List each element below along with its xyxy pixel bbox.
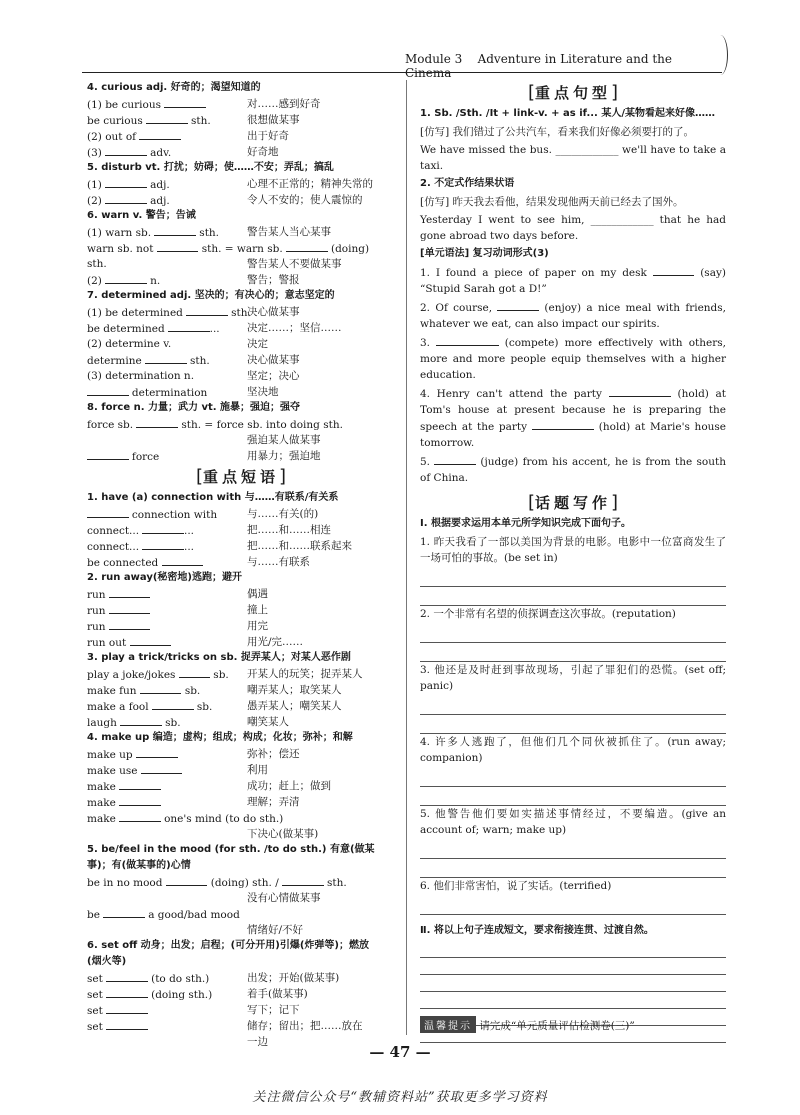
entry-text: make: [87, 797, 161, 809]
entry-text: force: [87, 451, 159, 463]
grammar-exercises: [420, 264, 726, 486]
answer-blank[interactable]: [106, 1002, 148, 1014]
answer-blank[interactable]: [141, 762, 183, 774]
answer-line[interactable]: [420, 958, 726, 975]
entry-text: warn sb. not sth. = warn sb. (doing): [87, 243, 369, 255]
answer-line[interactable]: [420, 992, 726, 1009]
header-rule: [82, 72, 722, 73]
entry-text: play a joke/jokes sb.: [87, 669, 229, 681]
entry-line: [87, 922, 395, 938]
entry-line: [87, 538, 395, 554]
part-2-instruction: Ⅱ. 将以上句子连成短文，要求衔接连贯、过渡自然。: [420, 925, 654, 936]
entry-text: set (doing sth.): [87, 989, 212, 1001]
grammar-item: 1. I found a piece of paper on my desk (say) “Stupid Sarah got a D!”: [420, 264, 726, 297]
module-title: Adventure in Literature and the Cinema: [405, 52, 672, 80]
entry-meaning: 对……感到好奇: [247, 98, 321, 110]
entry-meaning: 愚弄某人；嘲笑某人: [247, 700, 342, 712]
entry-text: run: [87, 621, 150, 633]
entry-text: be a good/bad mood: [87, 909, 240, 921]
answer-blank[interactable]: [142, 538, 184, 550]
entry-text: be connected: [87, 557, 203, 569]
answer-blank[interactable]: [87, 448, 129, 460]
entry-text: make use: [87, 765, 182, 777]
entry-line: [87, 746, 395, 762]
entry-line: [87, 586, 395, 602]
entry-meaning: 与……有关(的): [247, 508, 319, 520]
entry-line: [87, 874, 395, 890]
entry-text: 8. force n. 力量；武力 vt. 施暴；强迫；强夺: [87, 402, 301, 413]
entry-line: [87, 666, 395, 682]
entry-text: 7. determined adj. 坚决的；有决心的；意志坚定的: [87, 290, 335, 301]
writing-item: 2. 一个非常有名望的侦探调查这次事故。(reputation): [420, 608, 676, 620]
entry-text: (烟火等): [87, 956, 127, 967]
grammar-item: 5. (judge) from his accent, he is from the south of China.: [420, 453, 726, 486]
entry-text: 1. have (a) connection with 与……有联系/有关系: [87, 492, 339, 503]
entry-meaning: 嘲弄某人；取笑某人: [247, 684, 342, 696]
writing-exercises: [420, 534, 726, 915]
writing-item: 5. 他警告他们要如实描述事情经过，不要编造。(give an account of; warn; make up): [420, 808, 726, 836]
answer-blank[interactable]: [282, 874, 324, 886]
grammar-item: 3. (compete) more effectively with others, more and more people equip themselves with a higher education.: [420, 334, 726, 383]
answer-blank[interactable]: [119, 810, 161, 822]
entry-text: make one's mind (to do sth.): [87, 813, 283, 825]
tip-bar: [420, 1016, 726, 1034]
entry-text: (2) adj.: [87, 195, 170, 207]
answer-line[interactable]: [420, 568, 726, 587]
entry-text: 5. disturb vt. 打扰；妨碍；使……不安；弄乱；搞乱: [87, 162, 334, 173]
entry-line: [87, 890, 395, 906]
entry-heading: [87, 80, 395, 96]
entry-text: (1) be curious: [87, 99, 206, 111]
answer-blank[interactable]: [146, 112, 188, 124]
answer-blank[interactable]: [105, 144, 147, 156]
entry-heading: [87, 288, 395, 304]
entry-text: (1) warn sb. sth.: [87, 227, 219, 239]
answer-blank[interactable]: [136, 416, 178, 428]
right-column: [420, 80, 726, 1043]
answer-blank[interactable]: [186, 304, 228, 316]
entry-text: laugh sb.: [87, 717, 181, 729]
entry-text: determination: [87, 387, 207, 399]
entry-meaning: 利用: [247, 764, 268, 776]
writing-item: 1. 昨天我看了一部以美国为背景的电影。电影中一位富商发生了一场可怕的事故。(be set in): [420, 536, 726, 564]
entry-meaning: 成功；赶上；做到: [247, 780, 331, 792]
answer-line[interactable]: [420, 787, 726, 806]
entry-line: [87, 634, 395, 650]
answer-blank[interactable]: [609, 385, 671, 397]
entry-meaning: 情绪好/不好: [247, 924, 304, 936]
answer-blank[interactable]: [103, 906, 145, 918]
entry-meaning: 储存；留出；把……放在: [247, 1020, 363, 1032]
section-title-key-phrases: [重点短语]: [195, 466, 287, 487]
entry-line: [87, 384, 395, 400]
answer-line[interactable]: [420, 715, 726, 734]
entry-text: run: [87, 605, 150, 617]
entry-line: [87, 112, 395, 128]
entry-meaning: 警告某人当心某事: [247, 226, 331, 238]
entry-text: be curious sth.: [87, 115, 211, 127]
entry-meaning: 坚决地: [247, 386, 279, 398]
answer-blank[interactable]: [106, 1018, 148, 1030]
answer-blank[interactable]: [168, 320, 210, 332]
entry-meaning: 令人不安的；使人震惊的: [247, 194, 363, 206]
entry-meaning: 很想做某事: [247, 114, 300, 126]
entry-line: [87, 336, 395, 352]
writing-item: 3. 他还是及时赶到事故现场，引起了罪犯们的恐慌。(set off; panic): [420, 664, 726, 692]
entry-meaning: 警告；警报: [247, 274, 300, 286]
answer-line[interactable]: [420, 941, 726, 958]
imitate-1: [仿写] 我们错过了公共汽车，看来我们好像必须要打的了。: [420, 126, 695, 138]
grammar-item: 2. Of course, (enjoy) a nice meal with friends, whatever we eat, can also impact our spirits.: [420, 299, 726, 332]
entry-text: (2) n.: [87, 275, 160, 287]
answer-blank[interactable]: [164, 96, 206, 108]
module-label: Module 3: [405, 52, 463, 66]
entry-line: [87, 144, 395, 160]
imitate-2-english: Yesterday I went to see him, ____________ that he had gone abroad two days before.: [420, 214, 726, 242]
entry-meaning: 用光/完……: [247, 636, 304, 648]
answer-blank[interactable]: [653, 264, 695, 276]
entry-text: force sb. sth. = force sb. into doing sth.: [87, 419, 343, 431]
entry-meaning: 把……和……相连: [247, 524, 331, 536]
entry-text: 5. be/feel in the mood (for sth. /to do sth.) 有意(做某: [87, 844, 375, 855]
entry-line: [87, 192, 395, 208]
entry-text: run: [87, 589, 150, 601]
entry-text: set (to do sth.): [87, 973, 209, 985]
answer-blank[interactable]: [106, 986, 148, 998]
entry-line: [87, 682, 395, 698]
entry-text: connect... ...: [87, 525, 194, 537]
entry-line: [87, 794, 395, 810]
entry-text: be determined ...: [87, 323, 220, 335]
pattern-1-title: 1. Sb. /Sth. /It + link-v. + as if... 某人/某物看起来好像……: [420, 108, 715, 119]
entry-meaning: 决心做某事: [247, 306, 300, 318]
entry-heading: [87, 650, 395, 666]
entry-text: be in no mood (doing) sth. / sth.: [87, 877, 347, 889]
entry-line: [87, 352, 395, 368]
entry-heading: [87, 570, 395, 586]
entry-meaning: 用完: [247, 620, 268, 632]
entry-meaning: 决定: [247, 338, 268, 350]
part-1-instruction: Ⅰ. 根据要求运用本单元所学知识完成下面句子。: [420, 518, 632, 529]
entry-text: make up: [87, 749, 178, 761]
entry-line: [87, 448, 395, 464]
entry-text: make: [87, 781, 161, 793]
answer-blank[interactable]: [130, 634, 172, 646]
answer-blank[interactable]: [142, 522, 184, 534]
answer-blank[interactable]: [87, 384, 129, 396]
entry-line: [87, 96, 395, 112]
answer-blank[interactable]: [286, 240, 328, 252]
answer-blank[interactable]: [106, 970, 148, 982]
entry-line: [87, 522, 395, 538]
header-decoration: [713, 35, 728, 75]
answer-blank[interactable]: [436, 334, 498, 346]
entry-meaning: 决定……；坚信……: [247, 322, 342, 334]
answer-blank[interactable]: [166, 874, 208, 886]
entry-text: connect... ...: [87, 541, 194, 553]
answer-line[interactable]: [420, 859, 726, 878]
entry-meaning: 一边: [247, 1036, 268, 1048]
entry-text: 6. warn v. 警告；告诫: [87, 210, 196, 221]
entry-line: [87, 698, 395, 714]
answer-blank[interactable]: [105, 192, 147, 204]
entry-meaning: 嘲笑某人: [247, 716, 289, 728]
writing-item: 6. 他们非常害怕，说了实话。(terrified): [420, 880, 612, 892]
entry-heading: [87, 954, 395, 970]
page-number: — 47 —: [369, 1043, 431, 1061]
entry-text: (1) adj.: [87, 179, 170, 191]
answer-line[interactable]: [420, 896, 726, 915]
pattern-2-title: 2. 不定式作结果状语: [420, 178, 515, 189]
answer-blank[interactable]: [105, 176, 147, 188]
entry-line: [87, 272, 395, 288]
entry-text: set: [87, 1005, 148, 1017]
entry-line: [87, 986, 395, 1002]
entry-line: [87, 128, 395, 144]
entry-text: set: [87, 1021, 148, 1033]
entry-line: [87, 1018, 395, 1034]
entry-line: [87, 714, 395, 730]
entry-meaning: 用暴力；强迫地: [247, 450, 321, 462]
entry-meaning: 撞上: [247, 604, 268, 616]
entry-text: (2) determine v.: [87, 338, 172, 350]
footer-note: 关注微信公众号“教辅资料站”获取更多学习资料: [252, 1090, 548, 1105]
entry-meaning: 没有心情做某事: [247, 892, 321, 904]
entry-text: 4. make up 编造；虚构；组成；构成；化妆；弥补；和解: [87, 732, 353, 743]
tip-label: 温馨提示: [420, 1016, 476, 1033]
answer-blank[interactable]: [139, 128, 181, 140]
entry-line: [87, 320, 395, 336]
entry-meaning: 把……和……联系起来: [247, 540, 352, 552]
answer-line[interactable]: [420, 975, 726, 992]
entry-line: [87, 240, 395, 256]
entry-line: [87, 778, 395, 794]
section-title-topic-writing: [话题写作]: [527, 492, 619, 513]
column-divider: [406, 80, 407, 1035]
entry-line: [87, 762, 395, 778]
answer-blank[interactable]: [152, 698, 194, 710]
entry-text: determine sth.: [87, 355, 210, 367]
entry-text: (3) adv.: [87, 147, 171, 159]
answer-line[interactable]: [420, 768, 726, 787]
entry-meaning: 偶遇: [247, 588, 268, 600]
answer-blank[interactable]: [136, 746, 178, 758]
entry-heading: [87, 208, 395, 224]
entry-line: [87, 906, 395, 922]
entry-meaning: 出于好奇: [247, 130, 289, 142]
answer-blank[interactable]: [145, 352, 187, 364]
answer-line[interactable]: [420, 624, 726, 643]
entry-text: make fun sb.: [87, 685, 200, 697]
entry-line: [87, 368, 395, 384]
answer-blank[interactable]: [497, 299, 539, 311]
entry-heading: [87, 730, 395, 746]
writing-item: 4. 许多人逃跑了，但他们几个同伙被抓住了。(run away; companion): [420, 736, 726, 764]
page-header: [405, 52, 715, 80]
answer-blank[interactable]: [119, 794, 161, 806]
entry-text: (2) out of: [87, 131, 181, 143]
entry-meaning: 理解；弄清: [247, 796, 300, 808]
entry-line: [87, 970, 395, 986]
entry-text: run out: [87, 637, 171, 649]
entry-meaning: 写下；记下: [247, 1004, 300, 1016]
entry-meaning: 弥补；偿还: [247, 748, 300, 760]
entry-line: [87, 1002, 395, 1018]
answer-blank[interactable]: [87, 506, 129, 518]
entry-meaning: 与……有联系: [247, 556, 310, 568]
answer-blank[interactable]: [157, 240, 199, 252]
entry-text: 6. set off 动身；出发；启程；(可分开用)引爆(炸弹等)；燃放: [87, 940, 369, 951]
answer-blank[interactable]: [532, 418, 594, 430]
entry-heading: [87, 160, 395, 176]
answer-line[interactable]: [420, 587, 726, 606]
entry-meaning: 出发；开始(做某事): [247, 972, 340, 984]
entry-line: [87, 304, 395, 320]
entry-line: [87, 602, 395, 618]
entry-meaning: 强迫某人做某事: [247, 434, 321, 446]
entry-meaning: 决心做某事: [247, 354, 300, 366]
entry-text: 4. curious adj. 好奇的；渴望知道的: [87, 82, 261, 93]
entry-line: [87, 810, 395, 826]
entry-line: [87, 416, 395, 432]
entry-text: make a fool sb.: [87, 701, 212, 713]
answer-blank[interactable]: [154, 224, 196, 236]
entry-meaning: 警告某人不要做某事: [247, 258, 342, 270]
entry-heading: [87, 400, 395, 416]
entry-meaning: 开某人的玩笑；捉弄某人: [247, 668, 363, 680]
entry-line: [87, 256, 395, 272]
entry-line: [87, 176, 395, 192]
entry-meaning: 好奇地: [247, 146, 279, 158]
answer-line[interactable]: [420, 840, 726, 859]
grammar-title: [单元语法] 复习动词形式(3): [420, 248, 549, 259]
tip-text: 请完成“单元质量评估检测卷(三)”: [479, 1020, 635, 1032]
entry-line: [87, 506, 395, 522]
entry-text: 2. run away(秘密地)逃跑；避开: [87, 572, 242, 583]
left-column: [87, 80, 395, 1050]
answer-blank[interactable]: [105, 272, 147, 284]
answer-line[interactable]: [420, 643, 726, 662]
answer-blank[interactable]: [119, 778, 161, 790]
entry-text: (3) determination n.: [87, 370, 195, 382]
entry-text: (1) be determined sth.: [87, 307, 251, 319]
imitate-1-english: We have missed the bus. ____________ we'll have to take a taxi.: [420, 144, 726, 172]
section-title-key-patterns: [重点句型]: [527, 82, 619, 103]
entry-line: [87, 224, 395, 240]
answer-blank[interactable]: [179, 666, 210, 678]
answer-blank[interactable]: [120, 714, 162, 726]
entry-heading: [87, 842, 395, 858]
entry-line: [87, 618, 395, 634]
imitate-2: [仿写] 昨天我去看他，结果发现他两天前已经去了国外。: [420, 196, 684, 208]
entry-meaning: 坚定；决心: [247, 370, 300, 382]
entry-line: [87, 554, 395, 570]
answer-blank[interactable]: [162, 554, 204, 566]
answer-blank[interactable]: [109, 618, 151, 630]
answer-blank[interactable]: [434, 453, 476, 465]
answer-blank[interactable]: [109, 586, 151, 598]
grammar-item: 4. Henry can't attend the party (hold) at Tom's house at present because he is preparing the speech at the party (hold) at Marie's house tomorrow.: [420, 385, 726, 451]
entry-text: 3. play a trick/tricks on sb. 捉弄某人；对某人恶作剧: [87, 652, 351, 663]
entry-text: sth.: [87, 258, 107, 270]
entry-heading: [87, 490, 395, 506]
answer-blank[interactable]: [109, 602, 151, 614]
entry-meaning: 心理不正常的；精神失常的: [247, 178, 373, 190]
entry-heading: [87, 938, 395, 954]
answer-blank[interactable]: [140, 682, 182, 694]
entry-heading: [87, 858, 395, 874]
entry-line: [87, 826, 395, 842]
entry-line: [87, 432, 395, 448]
entry-meaning: 下决心(做某事): [247, 828, 319, 840]
answer-line[interactable]: [420, 696, 726, 715]
entry-text: connection with: [87, 509, 217, 521]
entry-meaning: 着手(做某事): [247, 988, 308, 1000]
entry-text: 事)；有(做某事的)心情: [87, 860, 191, 871]
